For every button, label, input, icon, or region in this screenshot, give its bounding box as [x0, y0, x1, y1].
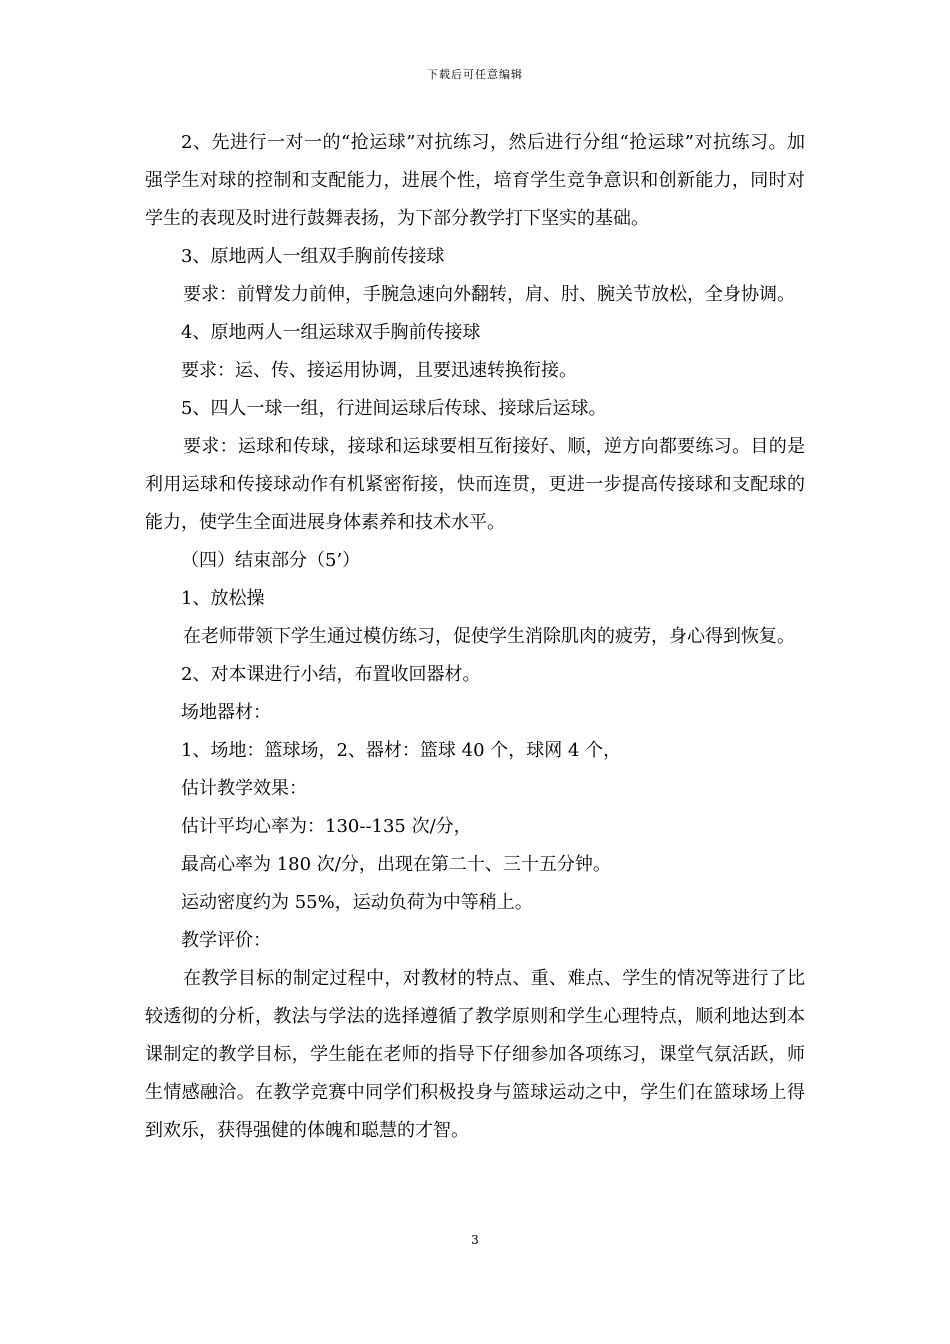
paragraph-chest-pass-requirement: 要求：前臂发力前伸，手腕急速向外翻转，肩、肘、腕关节放松，全身协调。	[183, 284, 795, 305]
document-body	[145, 124, 805, 1150]
paragraph-chest-pass-drill: 3、原地两人一组双手胸前传接球	[181, 246, 445, 267]
page-number: 3	[471, 1233, 479, 1247]
paragraph-max-heart-rate: 最高心率为 180 次/分，出现在第二十、三十五分钟。	[181, 854, 611, 875]
paragraph-dribble-pass-requirement: 要求：运、传、接运用协调，且要迅速转换衔接。	[181, 360, 577, 381]
heading-estimated-effect: 估计教学效果：	[181, 778, 307, 799]
heading-teaching-evaluation: 教学评价：	[181, 930, 271, 951]
paragraph-venue-equipment: 1、场地：篮球场，2、器材：篮球 40 个，球网 4 个，	[181, 740, 622, 761]
paragraph-grab-dribble-drill: 2、先进行一对一的“抢运球”对抗练习，然后进行分组“抢运球”对抗练习。加强学生对球的控制和支配能力，进展个性，培育学生竞争意识和创新能力，同时对学生的表现及时进行鼓舞表扬，为下部分教学打下坚实的基础。	[145, 132, 805, 229]
section-heading-ending: （四）结束部分（5’）	[181, 550, 361, 571]
heading-venue-equipment: 场地器材：	[181, 702, 271, 723]
paragraph-average-heart-rate: 估计平均心率为：130--135 次/分，	[181, 816, 472, 837]
paragraph-four-person-drill: 5、四人一球一组，行进间运球后传球、接球后运球。	[181, 398, 607, 419]
paragraph-relaxation-detail: 在老师带领下学生通过模仿练习，促使学生消除肌肉的疲劳，身心得到恢复。	[183, 626, 795, 647]
paragraph-exercise-density: 运动密度约为 55%，运动负荷为中等稍上。	[181, 892, 533, 913]
paragraph-dribble-pass-drill: 4、原地两人一组运球双手胸前传接球	[181, 322, 481, 343]
page-header: 下载后可任意编辑	[427, 68, 523, 81]
paragraph-summary: 2、对本课进行小结，布置收回器材。	[181, 664, 481, 685]
paragraph-four-person-requirement: 要求：运球和传球，接球和运球要相互衔接好、顺，逆方向都要练习。目的是利用运球和传接球动作有机紧密衔接，快而连贯，更进一步提高传接球和支配球的能力，使学生全面进展身体素养和技术水平。	[145, 436, 805, 533]
paragraph-teaching-evaluation: 在教学目标的制定过程中，对教材的特点、重、难点、学生的情况等进行了比较透彻的分析，教法与学法的选择遵循了教学原则和学生心理特点，顺利地达到本课制定的教学目标，学生能在老师的指导下仔细参加各项练习，课堂气氛活跃，师生情感融洽。在教学竞赛中同学们积极投身与篮球运动之中，学生们在篮球场上得到欢乐，获得强健的体魄和聪慧的才智。	[145, 968, 805, 1141]
paragraph-relaxation: 1、放松操	[181, 588, 265, 609]
